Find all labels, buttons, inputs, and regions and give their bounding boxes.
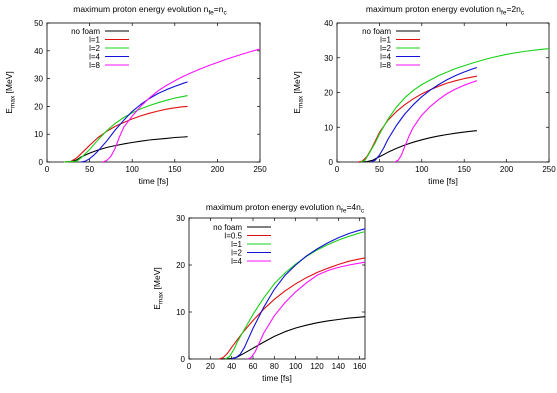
series-line-l-8 [102, 49, 260, 162]
y-axis-label-unit: [MeV] [4, 71, 14, 96]
chart-title [206, 202, 365, 215]
y-axis-label-unit: [MeV] [152, 267, 162, 292]
legend-label: l=1 [231, 240, 242, 249]
legend-label: no foam [213, 223, 242, 232]
x-tick-label: 150 [168, 165, 182, 174]
x-tick-label: 200 [499, 165, 514, 174]
x-axis-label: time [fs] [428, 176, 458, 186]
y-axis-label-sub: max [297, 95, 305, 109]
x-tick-label: 0 [186, 362, 192, 371]
chart-title-sub2: c [520, 9, 525, 17]
y-axis-label [4, 71, 17, 114]
y-tick-label: 10 [176, 308, 185, 317]
legend-label: l=1 [380, 35, 391, 45]
series-line-no-foam [221, 317, 365, 359]
legend-label: l=8 [380, 61, 391, 70]
chart-title [366, 4, 525, 17]
x-tick-label: 50 [85, 165, 95, 174]
y-tick-label: 40 [324, 19, 333, 28]
y-axis-label-main: E [292, 108, 302, 114]
chart-title-rest: =4n [346, 202, 361, 212]
x-tick-label: 250 [542, 165, 556, 174]
y-tick-label: 30 [34, 74, 43, 84]
chart-title-sub2: c [223, 9, 227, 17]
y-tick-label: 50 [34, 19, 43, 28]
x-tick-label: 100 [288, 362, 303, 371]
legend-label: no foam [71, 27, 100, 36]
plot-frame [47, 23, 260, 162]
legend-label: l=4 [89, 52, 100, 62]
series-line-no-foam [64, 137, 188, 162]
y-tick-label: 20 [176, 261, 185, 270]
x-tick-label: 0 [334, 165, 340, 174]
y-axis-label-sub: max [157, 291, 165, 305]
x-tick-label: 40 [227, 362, 237, 371]
chart-title [73, 4, 227, 17]
x-tick-label: 200 [210, 165, 225, 174]
legend-label: l=4 [380, 52, 391, 62]
series-line-l-2 [232, 229, 365, 359]
legend-label: l=8 [89, 61, 100, 70]
series-line-l-1 [358, 76, 477, 162]
chart-title-rest: =n [213, 4, 224, 14]
chart-title-main: maximum proton energy evolution n [205, 202, 342, 212]
y-tick-label: 40 [34, 46, 43, 56]
chart-title-sub2: c [360, 207, 365, 215]
x-tick-label: 0 [44, 165, 50, 174]
y-axis-label [292, 71, 305, 114]
y-tick-label: 20 [34, 102, 43, 112]
y-tick-label: 20 [324, 88, 333, 98]
legend-label: l=0.5 [224, 231, 242, 241]
y-axis-label-main: E [152, 304, 162, 310]
x-tick-label: 60 [248, 362, 258, 371]
legend-label: l=4 [231, 257, 242, 266]
y-tick-label: 30 [324, 53, 333, 63]
y-axis-label-unit: [MeV] [292, 71, 302, 96]
y-tick-label: 10 [34, 130, 43, 140]
x-axis-label: time [fs] [262, 373, 292, 383]
y-axis-label [152, 267, 165, 310]
series-line-l-1 [225, 232, 365, 359]
y-tick-label: 0 [180, 355, 185, 364]
y-tick-label: 0 [328, 158, 333, 167]
legend-label: l=2 [89, 44, 100, 53]
y-tick-label: 10 [324, 123, 333, 133]
chart-title-main: maximum proton energy evolution n [73, 4, 209, 14]
chart-panel-fe-nc [4, 4, 267, 186]
x-tick-label: 50 [374, 165, 384, 174]
y-axis-label-sub: max [9, 95, 17, 109]
legend-label: l=2 [380, 44, 391, 53]
y-tick-label: 0 [38, 158, 43, 167]
x-axis-label: time [fs] [138, 176, 169, 186]
series-line-l-4 [371, 68, 477, 163]
series-line-l-0-5 [219, 258, 365, 359]
chart-title-rest: =2n [506, 4, 521, 14]
chart-title-sub: fe [341, 207, 347, 215]
x-tick-label: 20 [205, 362, 215, 371]
plot-frame [337, 23, 549, 162]
plot-frame [189, 218, 365, 359]
x-tick-label: 250 [253, 165, 267, 174]
legend-label: l=1 [89, 35, 100, 45]
x-tick-label: 100 [125, 165, 139, 174]
series-line-l-8 [395, 81, 477, 162]
x-tick-label: 150 [457, 165, 471, 174]
chart-panel-fe-2nc [292, 4, 556, 186]
legend-label: no foam [362, 27, 391, 36]
chart-title-sub: fe [208, 9, 214, 17]
legend-label: l=2 [231, 248, 242, 258]
chart-title-main: maximum proton energy evolution n [365, 4, 502, 14]
x-tick-label: 160 [352, 362, 367, 371]
series-line-l-1 [64, 106, 188, 162]
chart-title-sub: fe [501, 9, 507, 17]
y-axis-label-main: E [4, 108, 14, 114]
x-tick-label: 100 [415, 165, 429, 174]
x-tick-label: 140 [331, 362, 346, 371]
x-tick-label: 120 [310, 362, 324, 371]
chart-panel-fe-4nc [152, 202, 367, 383]
series-line-no-foam [358, 131, 477, 162]
series-line-l-4 [248, 262, 365, 359]
x-tick-label: 80 [269, 362, 279, 371]
y-tick-label: 30 [176, 214, 185, 223]
